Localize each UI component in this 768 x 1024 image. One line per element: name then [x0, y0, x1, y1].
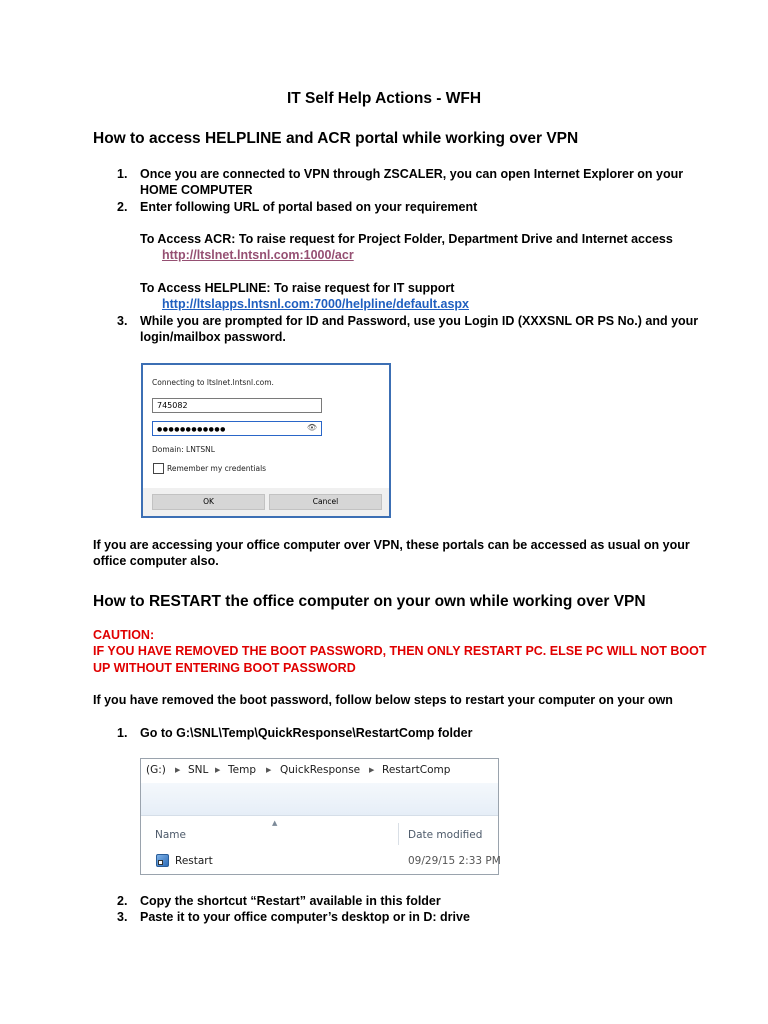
dialog-button-bar: [143, 488, 389, 516]
explorer-toolbar: [141, 783, 498, 816]
ok-button[interactable]: OK: [152, 494, 265, 510]
username-value: 745082: [157, 401, 188, 410]
step-number: 2.: [117, 894, 128, 908]
section2-heading: How to RESTART the office computer on your own while working over VPN: [93, 593, 646, 610]
remember-label: Remember my credentials: [167, 464, 267, 473]
step-number: 2.: [117, 200, 128, 214]
helpline-link[interactable]: http://ltslapps.lntsnl.com:7000/helpline/default.aspx: [162, 297, 470, 311]
connecting-label: Connecting to ltslnet.lntsnl.com.: [152, 378, 274, 387]
caution-text: IF YOU HAVE REMOVED THE BOOT PASSWORD, THEN ONLY RESTART PC. ELSE PC WILL NOT BOOT: [93, 644, 707, 658]
step-number: 1.: [117, 726, 128, 740]
section1-heading: How to access HELPLINE and ACR portal while working over VPN: [93, 130, 579, 147]
login-dialog-screenshot: [141, 363, 391, 518]
path-separator-icon: ▶: [175, 766, 181, 774]
step-text: Enter following URL of portal based on your requirement: [140, 200, 478, 214]
password-value: ●●●●●●●●●●●●: [157, 426, 226, 433]
shortcut-icon[interactable]: [156, 854, 169, 867]
restart-intro: If you have removed the boot password, follow below steps to restart your computer on your own: [93, 693, 673, 707]
step-number: 1.: [117, 167, 128, 181]
path-segment[interactable]: RestartComp: [382, 764, 451, 776]
column-divider[interactable]: [398, 823, 399, 845]
path-separator-icon: ▶: [266, 766, 272, 774]
acr-description: To Access ACR: To raise request for Project Folder, Department Drive and Internet access: [140, 232, 673, 246]
step-text: login/mailbox password.: [140, 330, 286, 344]
step-text: While you are prompted for ID and Password, use you Login ID (XXXSNL OR PS No.) and your: [140, 314, 699, 328]
document-title: IT Self Help Actions - WFH: [286, 90, 482, 107]
caution-label: CAUTION:: [93, 628, 155, 642]
path-segment[interactable]: (G:): [146, 764, 166, 776]
explorer-window-screenshot: [140, 758, 499, 875]
file-date: 09/29/15 2:33 PM: [408, 855, 501, 867]
caution-text: UP WITHOUT ENTERING BOOT PASSWORD: [93, 661, 356, 675]
remember-checkbox[interactable]: [153, 463, 164, 474]
domain-label: Domain: LNTSNL: [152, 445, 215, 454]
password-field[interactable]: [152, 421, 322, 436]
step-number: 3.: [117, 910, 128, 924]
path-separator-icon: ▶: [215, 766, 221, 774]
path-segment[interactable]: QuickResponse: [280, 764, 361, 776]
path-segment[interactable]: SNL: [188, 764, 209, 776]
reveal-password-icon[interactable]: 👁: [306, 423, 317, 432]
helpline-description: To Access HELPLINE: To raise request for IT support: [140, 281, 455, 295]
address-bar[interactable]: [141, 759, 498, 784]
step-text: Paste it to your office computer’s desktop or in D: drive: [140, 910, 470, 924]
file-name[interactable]: Restart: [175, 855, 213, 867]
acr-link[interactable]: http://ltslnet.lntsnl.com:1000/acr: [162, 248, 354, 262]
username-field[interactable]: [152, 398, 322, 413]
date-column-header[interactable]: Date modified: [408, 829, 483, 841]
step-text: Once you are connected to VPN through ZSCALER, you can open Internet Explorer on your: [140, 167, 684, 181]
step-text: HOME COMPUTER: [140, 183, 253, 197]
sort-caret-icon: ▲: [272, 819, 278, 827]
name-column-header[interactable]: Name: [155, 829, 186, 841]
step-text: Go to G:\SNL\Temp\QuickResponse\RestartComp folder: [140, 726, 473, 740]
step-number: 3.: [117, 314, 128, 328]
path-segment[interactable]: Temp: [228, 764, 256, 776]
note-text: If you are accessing your office computer over VPN, these portals can be accessed as usual on your: [93, 538, 690, 552]
note-text: office computer also.: [93, 554, 219, 568]
cancel-button[interactable]: Cancel: [269, 494, 382, 510]
step-text: Copy the shortcut “Restart” available in this folder: [140, 894, 441, 908]
path-separator-icon: ▶: [369, 766, 375, 774]
